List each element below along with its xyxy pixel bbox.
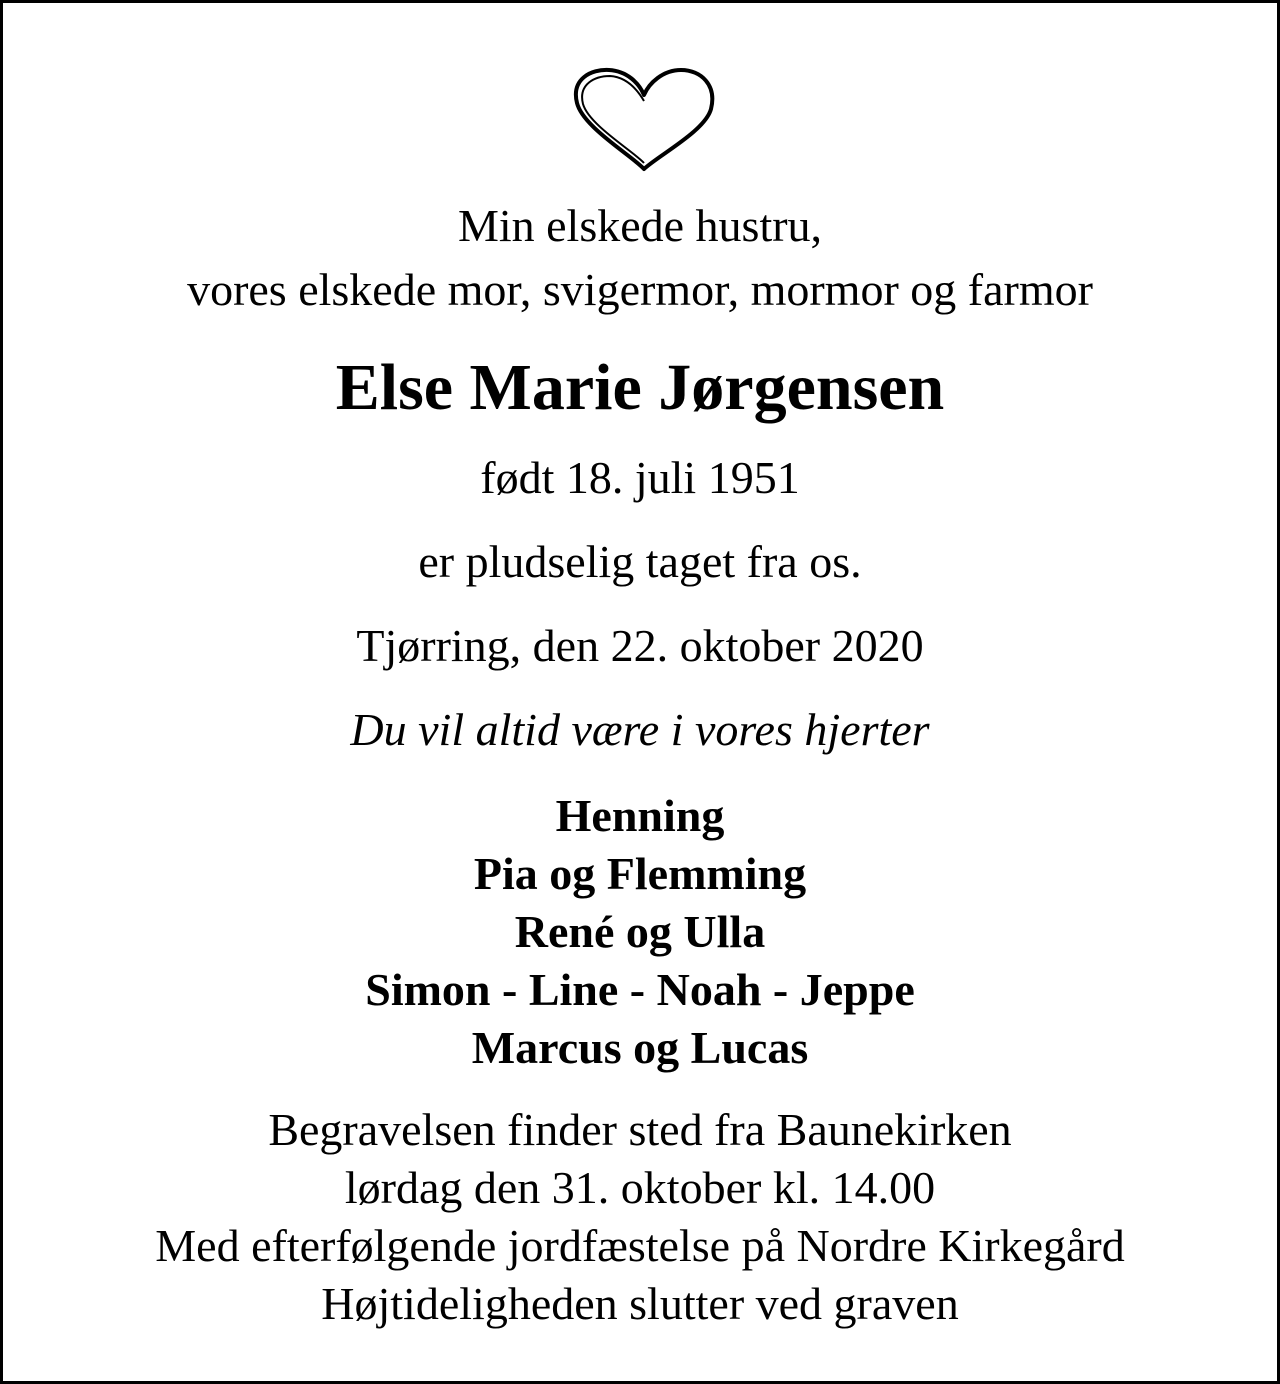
funeral-info-line: Begravelsen finder sted fra Baunekirken <box>268 1104 1012 1155</box>
family-member: Henning <box>555 790 725 841</box>
family-member: Simon - Line - Noah - Jeppe <box>365 964 915 1015</box>
funeral-info-line: Med efterfølgende jordfæstelse på Nordre Kirkegård <box>155 1220 1125 1271</box>
birth-date: født 18. juli 1951 <box>480 452 800 503</box>
intro-line-2: vores elskede mor, svigermor, mormor og farmor <box>187 264 1093 315</box>
funeral-info-line: lørdag den 31. oktober kl. 14.00 <box>344 1162 936 1213</box>
place-and-date: Tjørring, den 22. oktober 2020 <box>356 620 924 671</box>
family-member: René og Ulla <box>514 906 766 957</box>
heart-icon <box>571 67 717 173</box>
family-member: Marcus og Lucas <box>471 1022 809 1073</box>
funeral-info-line: Højtideligheden slutter ved graven <box>321 1278 959 1329</box>
passing-text: er pludselig taget fra os. <box>418 536 862 587</box>
motto: Du vil altid være i vores hjerter <box>350 704 930 755</box>
intro-line-1: Min elskede hustru, <box>457 200 823 251</box>
deceased-name: Else Marie Jørgensen <box>335 351 945 424</box>
family-member: Pia og Flemming <box>473 848 807 899</box>
